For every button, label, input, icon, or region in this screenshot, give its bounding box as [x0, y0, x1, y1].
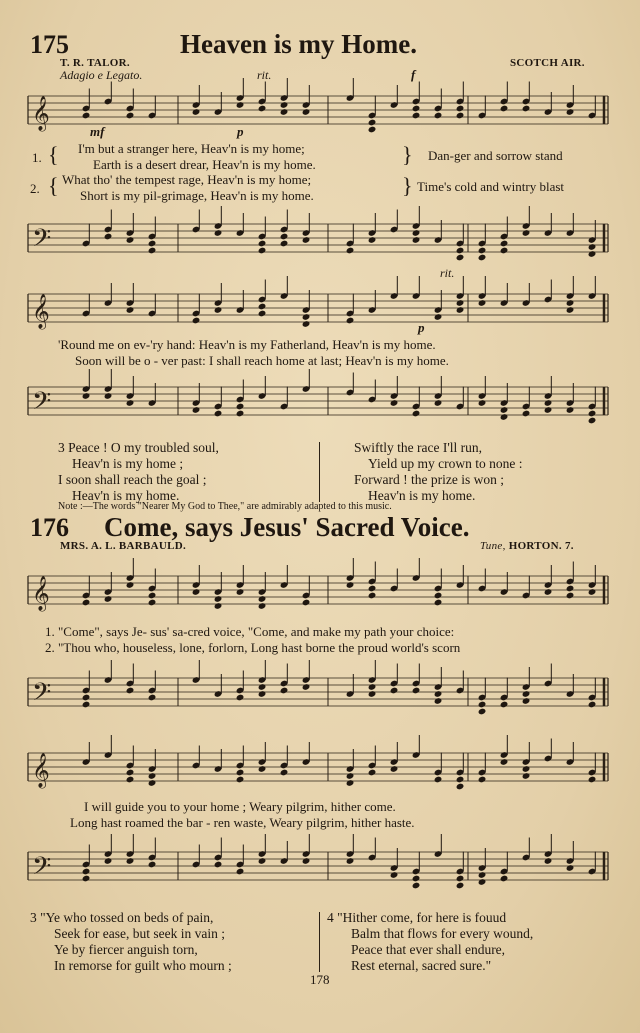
hymn-176-treble-staff-2 [28, 743, 618, 795]
tune-name: HORTON. [508, 540, 562, 552]
stanza-3-line-3: I soon shall reach the goal ; [58, 472, 207, 487]
svg-text:𝄞: 𝄞 [32, 753, 50, 788]
stanza-3-line-4: Heav'n is my home. [72, 488, 180, 503]
verse-176-line-1: 1. "Come", says Je- sus' sa-cred voice, "Come, and make my path your choice: [45, 624, 455, 639]
hymn-176-author: MRS. A. L. BARBAULD. [60, 540, 187, 552]
svg-text:𝄢: 𝄢 [32, 387, 52, 422]
verse-number-2: 2. [30, 181, 40, 196]
hymn-176-number: 176 [30, 513, 69, 542]
brace-right-1: } [402, 142, 413, 167]
stanza-176-4-line-1: 4 "Hither come, for here is fouud [327, 910, 507, 925]
dynamic-p: p [237, 124, 244, 139]
stanza-176-4-line-4: Rest eternal, sacred sure." [351, 958, 492, 973]
stanza-3b-line-2: Yield up my crown to none : [368, 456, 523, 471]
hymn-175-bass-staff-2 [28, 377, 618, 429]
stanza-3b-line-1: Swiftly the race I'll run, [354, 440, 483, 455]
stanza-3b-line-4: Heav'n is my home. [368, 488, 476, 503]
verse-line-3b: Soon will be o - ver past: I shall reach home at last; Heav'n is my home. [75, 353, 449, 368]
tune-label: Tune, [480, 540, 506, 552]
stanza-176-3-line-3: Ye by fiercer anguish torn, [54, 942, 198, 957]
verse-176-line-3a: I will guide you to your home ; Weary pilgrim, hither come. [84, 799, 396, 814]
svg-text:𝄞: 𝄞 [32, 576, 50, 611]
stanza-176-4-line-3: Peace that ever shall endure, [351, 942, 506, 957]
stanza-3-line-2: Heav'n is my home ; [72, 456, 184, 471]
refrain-1: Dan-ger and sorrow stand [428, 148, 563, 163]
tune-meter: 7. [564, 540, 574, 552]
dynamic-f: f [411, 67, 416, 82]
stanza-3-line-1: 3 Peace ! O my troubled soul, [58, 440, 219, 455]
hymn-175-tune: SCOTCH AIR. [510, 57, 585, 69]
brace-left-1: { [48, 142, 59, 167]
stanza-176-divider [319, 912, 320, 972]
stanza-176-4-line-2: Balm that flows for every wound, [351, 926, 534, 941]
rit-marking-1: rit. [257, 68, 272, 82]
svg-text:𝄢: 𝄢 [32, 224, 52, 259]
hymn-176-bass-staff-1 [28, 668, 618, 720]
hymn-175-number: 175 [30, 30, 69, 59]
svg-text:𝄞: 𝄞 [32, 294, 50, 329]
refrain-2: Time's cold and wintry blast [417, 179, 565, 194]
verse-1-line-a: I'm but a stranger here, Heav'n is my home; [78, 141, 305, 156]
stanza-176-3-line-4: In remorse for guilt who mourn ; [54, 958, 232, 973]
stanza-3-left [58, 440, 219, 504]
verse-line-3a: 'Round me on ev-'ry hand: Heav'n is my Fatherland, Heav'n is my home. [58, 337, 436, 352]
hymn-176-title: Come, says Jesus' Sacred Voice. [104, 512, 470, 542]
verse-2-line-a: What tho' the tempest rage, Heav'n is my home; [62, 172, 312, 187]
verse-2-line-b: Short is my pil-grimage, Heav'n is my home. [80, 188, 314, 203]
stanza-3-right [354, 440, 522, 504]
dynamic-p-2: p [418, 320, 425, 335]
footnote: Note :—The words "Nearer My God to Thee," are admirably adapted to this music. [58, 501, 392, 512]
verse-176-line-2: 2. "Thou who, houseless, lone, forlorn, Long hast borne the proud world's scorn [45, 640, 461, 655]
stanza-176-3 [30, 910, 232, 974]
verse-number-1: 1. [32, 150, 42, 165]
hymn-175-author: T. R. TALOR. [60, 57, 130, 69]
hymn-176-treble-staff-1 [28, 566, 618, 618]
brace-right-2: } [402, 173, 413, 198]
stanza-176-3-line-1: 3 "Ye who tossed on beds of pain, [30, 910, 214, 925]
stanza-3b-line-3: Forward ! the prize is won ; [354, 472, 504, 487]
dynamic-mf: mf [90, 124, 105, 139]
page-number: 178 [310, 972, 330, 987]
stanza-176-4 [327, 910, 533, 974]
verse-1-line-b: Earth is a desert drear, Heav'n is my home. [93, 157, 316, 172]
tempo-marking: Adagio e Legato. [60, 68, 143, 82]
hymn-176-tune [480, 540, 574, 552]
svg-text:𝄢: 𝄢 [32, 852, 52, 887]
hymn-176-bass-staff-2 [28, 842, 618, 894]
brace-left-2: { [48, 173, 59, 198]
hymn-175-title: Heaven is my Home. [180, 29, 417, 59]
hymn-175-bass-staff-1 [28, 214, 618, 266]
svg-text:𝄢: 𝄢 [32, 678, 52, 713]
rit-marking-2: rit. [440, 266, 455, 280]
hymn-175-treble-staff-2 [28, 284, 618, 336]
stanza-divider [319, 442, 320, 502]
svg-text:𝄞: 𝄞 [32, 96, 50, 131]
verse-176-line-3b: Long hast roamed the bar - ren waste, Weary pilgrim, hither haste. [70, 815, 415, 830]
hymn-175-treble-staff-1 [28, 86, 618, 138]
stanza-176-3-line-2: Seek for ease, but seek in vain ; [54, 926, 225, 941]
